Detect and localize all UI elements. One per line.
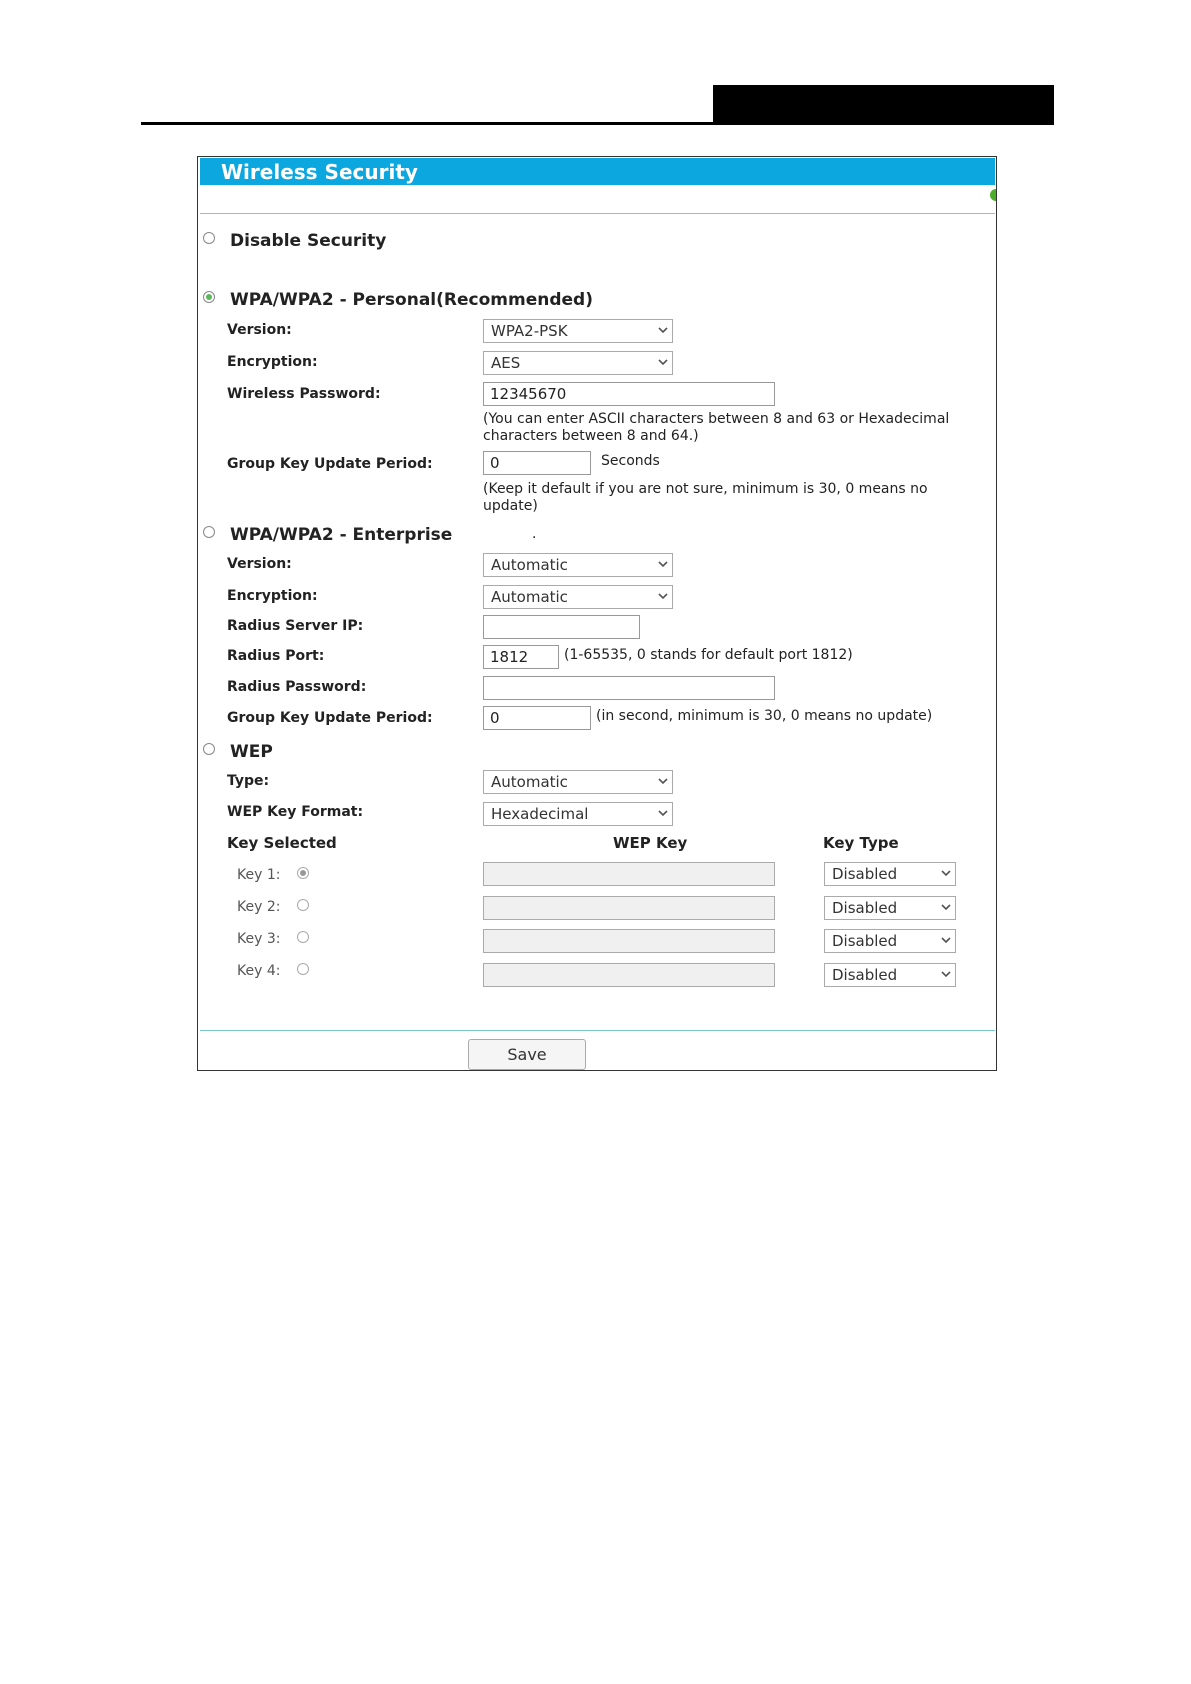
wpa-personal-label: WPA/WPA2 - Personal(Recommended)	[230, 290, 593, 310]
key-1-type-select[interactable]	[824, 862, 956, 886]
key-4-type-value: Disabled	[832, 966, 898, 984]
key-2-type-value: Disabled	[832, 899, 898, 917]
wep-label: WEP	[230, 742, 273, 762]
radius-port-note: (1-65535, 0 stands for default port 1812)	[564, 647, 853, 663]
chevron-down-icon	[941, 902, 951, 912]
group-key-unit: Seconds	[601, 453, 660, 469]
wpa-personal-radio[interactable]	[203, 291, 215, 303]
personal-encryption-label: Encryption:	[227, 354, 318, 370]
disable-security-radio[interactable]	[203, 232, 215, 244]
key-type-header: Key Type	[823, 834, 899, 852]
chevron-down-icon	[658, 325, 668, 335]
chevron-down-icon	[658, 559, 668, 569]
personal-version-label: Version:	[227, 322, 292, 338]
enterprise-encryption-value: Automatic	[491, 588, 568, 606]
personal-version-value: WPA2-PSK	[491, 322, 568, 340]
personal-encryption-value: AES	[491, 354, 521, 372]
key-2-label: Key 2:	[237, 899, 281, 915]
personal-encryption-select[interactable]	[483, 351, 673, 375]
password-note: (You can enter ASCII characters between 8 and 63 or Hexadecimal characters between 8 and 64.)	[483, 411, 950, 444]
chevron-down-icon	[658, 591, 668, 601]
key-4-input[interactable]	[483, 963, 775, 987]
key-2-type-select[interactable]	[824, 896, 956, 920]
key-4-label: Key 4:	[237, 963, 281, 979]
enterprise-group-key-input[interactable]: 0	[483, 706, 591, 730]
key-3-label: Key 3:	[237, 931, 281, 947]
key-1-input[interactable]	[483, 862, 775, 886]
group-key-note: (Keep it default if you are not sure, minimum is 30, 0 means no update)	[483, 481, 928, 514]
key-3-input[interactable]	[483, 929, 775, 953]
chevron-down-icon	[658, 776, 668, 786]
enterprise-version-value: Automatic	[491, 556, 568, 574]
wep-key-format-label: WEP Key Format:	[227, 804, 364, 820]
save-button[interactable]: Save	[468, 1039, 586, 1070]
personal-version-select[interactable]	[483, 319, 673, 343]
key-3-type-value: Disabled	[832, 932, 898, 950]
key-2-radio[interactable]	[297, 899, 309, 911]
key-2-input[interactable]	[483, 896, 775, 920]
personal-group-key-input[interactable]: 0	[483, 451, 591, 475]
wireless-security-panel	[197, 156, 997, 1071]
enterprise-group-key-note: (in second, minimum is 30, 0 means no update)	[596, 708, 933, 724]
key-3-radio[interactable]	[297, 931, 309, 943]
key-4-type-select[interactable]	[824, 963, 956, 987]
wireless-password-label: Wireless Password:	[227, 386, 381, 402]
wpa-enterprise-radio[interactable]	[203, 526, 215, 538]
green-indicator	[990, 189, 996, 201]
key-1-label: Key 1:	[237, 867, 281, 883]
key-3-type-select[interactable]	[824, 929, 956, 953]
radius-port-input[interactable]: 1812	[483, 645, 559, 669]
chevron-down-icon	[941, 868, 951, 878]
stray-dot: .	[532, 526, 537, 542]
radius-port-label: Radius Port:	[227, 648, 325, 664]
key-1-radio[interactable]	[297, 867, 309, 879]
radius-password-input[interactable]	[483, 676, 775, 700]
wep-key-format-select[interactable]	[483, 802, 673, 826]
enterprise-encryption-label: Encryption:	[227, 588, 318, 604]
page-title: Wireless Security	[221, 160, 418, 184]
title-bar	[200, 158, 995, 185]
wep-type-label: Type:	[227, 773, 270, 789]
radius-server-ip-label: Radius Server IP:	[227, 618, 364, 634]
key-1-type-value: Disabled	[832, 865, 898, 883]
radius-password-label: Radius Password:	[227, 679, 367, 695]
enterprise-version-label: Version:	[227, 556, 292, 572]
disable-security-label: Disable Security	[230, 231, 387, 251]
page-header-block	[713, 85, 1054, 125]
chevron-down-icon	[658, 808, 668, 818]
radius-server-ip-input[interactable]	[483, 615, 640, 639]
wep-key-format-value: Hexadecimal	[491, 805, 589, 823]
chevron-down-icon	[941, 969, 951, 979]
wep-key-header: WEP Key	[613, 834, 688, 852]
chevron-down-icon	[941, 935, 951, 945]
enterprise-version-select[interactable]	[483, 553, 673, 577]
wep-radio[interactable]	[203, 743, 215, 755]
enterprise-encryption-select[interactable]	[483, 585, 673, 609]
wep-type-select[interactable]	[483, 770, 673, 794]
wireless-password-input[interactable]: 12345670	[483, 382, 775, 406]
personal-group-key-label: Group Key Update Period:	[227, 456, 433, 472]
key-4-radio[interactable]	[297, 963, 309, 975]
key-selected-header: Key Selected	[227, 834, 337, 852]
divider-bottom	[200, 1030, 995, 1031]
wep-type-value: Automatic	[491, 773, 568, 791]
enterprise-group-key-label: Group Key Update Period:	[227, 710, 433, 726]
chevron-down-icon	[658, 357, 668, 367]
divider-top	[200, 213, 995, 214]
wpa-enterprise-label: WPA/WPA2 - Enterprise	[230, 525, 453, 545]
